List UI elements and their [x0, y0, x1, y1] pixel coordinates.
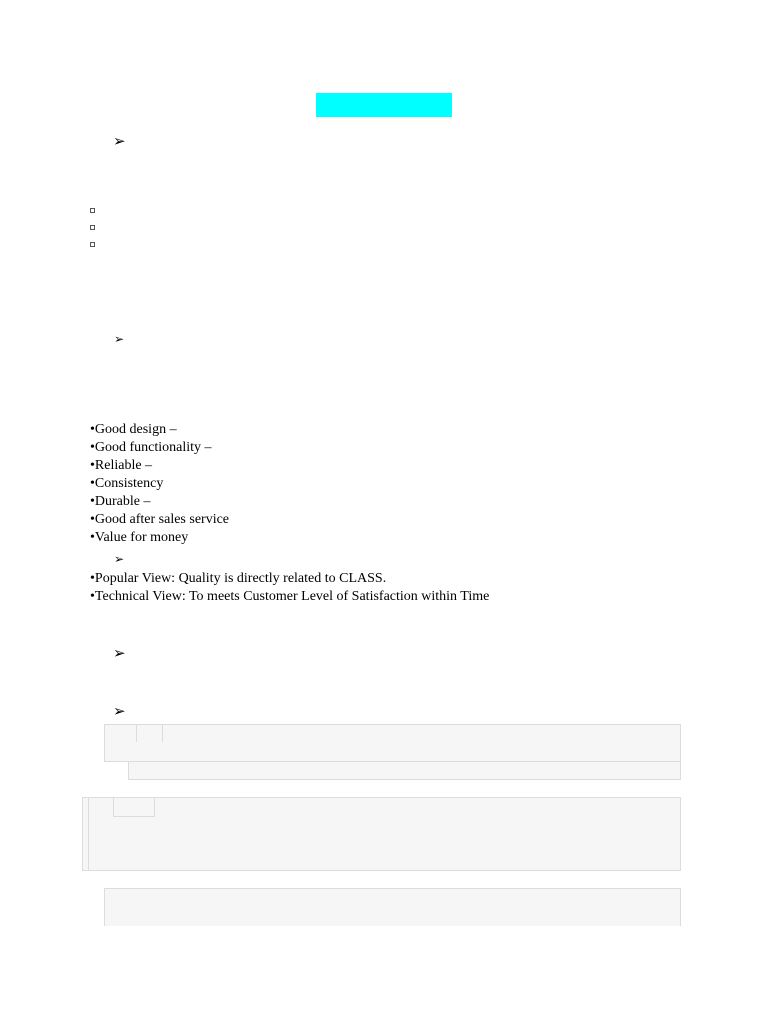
arrow-bullet-icon: ➢ [113, 644, 126, 662]
list-item: •Good design – [90, 422, 177, 437]
quality-attributes-list [90, 421, 229, 547]
list-item: •Consistency [90, 476, 164, 491]
arrow-bullet-icon: ➢ [114, 552, 125, 566]
list-item: •Good after sales service [90, 512, 230, 527]
title-highlight [316, 93, 452, 117]
cell-divider [88, 798, 89, 870]
arrow-bullet-icon: ➢ [114, 332, 125, 346]
cell-divider [154, 798, 155, 817]
embedded-object-placeholder [82, 797, 681, 871]
list-item: •Durable – [90, 494, 151, 509]
arrow-bullet-icon: ➢ [113, 702, 126, 720]
quality-views-list [90, 570, 489, 606]
cell-divider [136, 725, 137, 742]
embedded-object-placeholder [104, 888, 681, 926]
cell-divider [162, 725, 163, 742]
embedded-object-placeholder [128, 761, 681, 780]
list-item: •Value for money [90, 530, 189, 545]
square-bullet-icon [90, 242, 95, 247]
square-bullet-icon [90, 225, 95, 230]
square-bullet-icon [90, 208, 95, 213]
cell-divider [113, 816, 155, 817]
list-item: •Reliable – [90, 458, 153, 473]
list-item: •Technical View: To meets Customer Level of Satisfaction within Time [90, 589, 490, 604]
list-item: •Popular View: Quality is directly related to CLASS. [90, 571, 387, 586]
arrow-bullet-icon: ➢ [113, 132, 126, 150]
embedded-object-placeholder [104, 724, 681, 762]
list-item: •Good functionality – [90, 440, 212, 455]
cell-divider [113, 798, 114, 817]
